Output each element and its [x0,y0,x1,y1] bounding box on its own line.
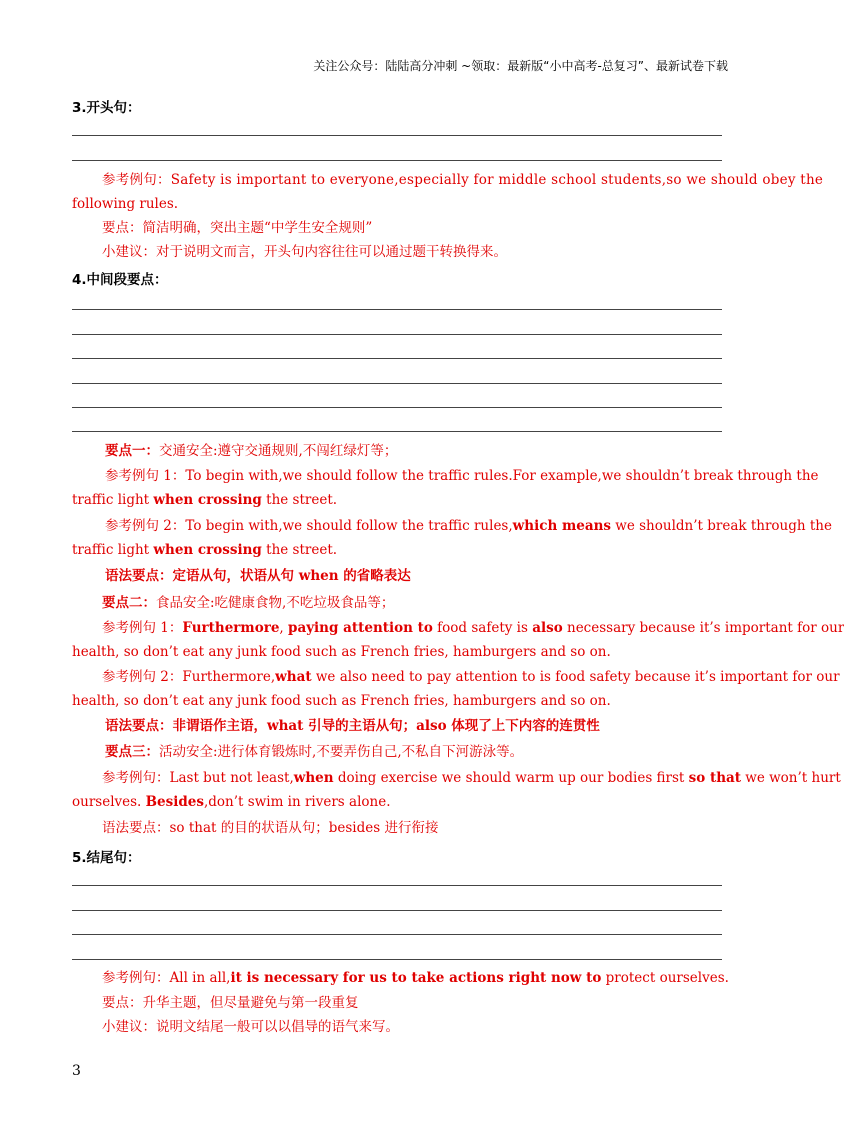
point-1-text: 交通安全:遵守交通规则,不闯红绿灯等； [159,443,398,459]
answer-line [72,135,722,136]
example-1-line-1 [105,465,819,487]
example-5-line-1 [102,767,841,789]
point-3-text: 活动安全:进行体育锻炼时,不要弄伤自己,不私自下河游泳等。 [159,744,524,760]
example-bold: which means [512,518,611,534]
reference-text: protect ourselves. [601,970,729,986]
example-text: we won’t hurt [741,770,841,786]
example-text: necessary because it’s important for our [562,620,844,636]
example-4-line-1 [102,666,840,688]
reference-label: 参考例句： [102,172,171,188]
example-3-line-1 [102,617,844,639]
point-3 [105,741,765,763]
example-label: 参考例句 2： [105,518,186,534]
point-3-label: 要点三： [105,744,159,760]
example-3-line-2: health, so don’t eat any junk food such as French fries, hamburgers and so on. [72,644,611,660]
section-3-point: 要点：简洁明确，突出主题“中学生安全规则” [102,220,373,236]
example-text: the street. [261,542,338,558]
answer-line [72,431,722,432]
section-5-heading: 5.结尾句： [72,850,141,866]
example-text: traffic light [72,542,154,558]
reference-bold: it is necessary for us to take actions right now to [230,970,602,986]
answer-line [72,383,722,384]
grammar-point-2: 语法要点：非谓语作主语，what 引导的主语从句；also 体现了上下内容的连贯性 [105,718,600,734]
section-5-tip: 小建议：说明文结尾一般可以以倡导的语气来写。 [102,1019,399,1035]
example-text: To begin with,we should follow the traffic rules, [185,518,513,534]
section-3-tip: 小建议：对于说明文而言，开头句内容往往可以通过题干转换得来。 [102,244,507,260]
answer-line [72,910,722,911]
point-1-label: 要点一： [105,443,159,459]
section-4-heading: 4.中间段要点： [72,272,168,288]
example-bold: when [293,770,334,786]
example-bold: also [532,620,563,636]
example-label: 参考例句： [102,770,170,786]
section-3-reference [72,169,824,191]
example-4-line-2: health, so don’t eat any junk food such as French fries, hamburgers and so on. [72,693,611,709]
example-text: Furthermore, [182,669,276,685]
point-2 [102,592,762,614]
example-text: ourselves. [72,794,146,810]
example-bold: when crossing [153,542,262,558]
example-text: Last but not least, [169,770,294,786]
section-5-point: 要点：升华主题，但尽量避免与第一段重复 [102,995,359,1011]
answer-line [72,959,722,960]
example-bold: when crossing [153,492,262,508]
example-text: To begin with,we should follow the traffic rules.For example,we shouldn’t break through the [185,468,819,484]
example-text: , [279,620,289,636]
answer-line [72,309,722,310]
example-text: doing exercise we should warm up our bodies first [333,770,689,786]
section-3-reference-cont: following rules. [72,196,179,212]
answer-line [72,160,722,161]
section-5-reference [102,967,762,989]
grammar-point-1: 语法要点：定语从句，状语从句 when 的省略表达 [105,568,411,584]
point-1 [105,440,765,462]
example-bold: paying attention to [288,620,433,636]
answer-line [72,407,722,408]
example-label: 参考例句 1： [102,620,183,636]
section-3-heading: 3.开头句： [72,100,141,116]
example-1-line-2 [72,489,732,511]
answer-line [72,358,722,359]
point-2-text: 食品安全:吃健康食物,不吃垃圾食品等； [156,595,395,611]
point-2-label: 要点二： [102,595,156,611]
example-text: traffic light [72,492,154,508]
example-text: food safety is [432,620,533,636]
example-2-line-2 [72,539,732,561]
example-bold: so that [688,770,741,786]
grammar-point-3: 语法要点：so that 的目的状语从句；besides 进行衔接 [102,820,439,836]
example-label: 参考例句 2： [102,669,183,685]
reference-text: Safety is important to everyone,especially for middle school students,so we should obey the [170,172,824,188]
example-text: we also need to pay attention to is food safety because it’s important for our [311,669,840,685]
answer-line [72,934,722,935]
example-bold: Furthermore [182,620,280,636]
reference-text: All in all, [169,970,231,986]
example-text: ,don’t swim in rivers alone. [204,794,391,810]
example-bold: Besides [145,794,204,810]
example-text: we shouldn’t break through the [611,518,832,534]
answer-line [72,885,722,886]
reference-label: 参考例句： [102,970,170,986]
example-text: the street. [261,492,338,508]
answer-line [72,334,722,335]
page-header: 关注公众号：陆陆高分冲刺 ~领取：最新版“小中高考-总复习”、最新试卷下载 [313,59,728,73]
example-5-line-2 [72,791,732,813]
example-label: 参考例句 1： [105,468,186,484]
example-2-line-1 [105,515,832,537]
page-number: 3 [72,1063,81,1079]
example-bold: what [275,669,312,685]
